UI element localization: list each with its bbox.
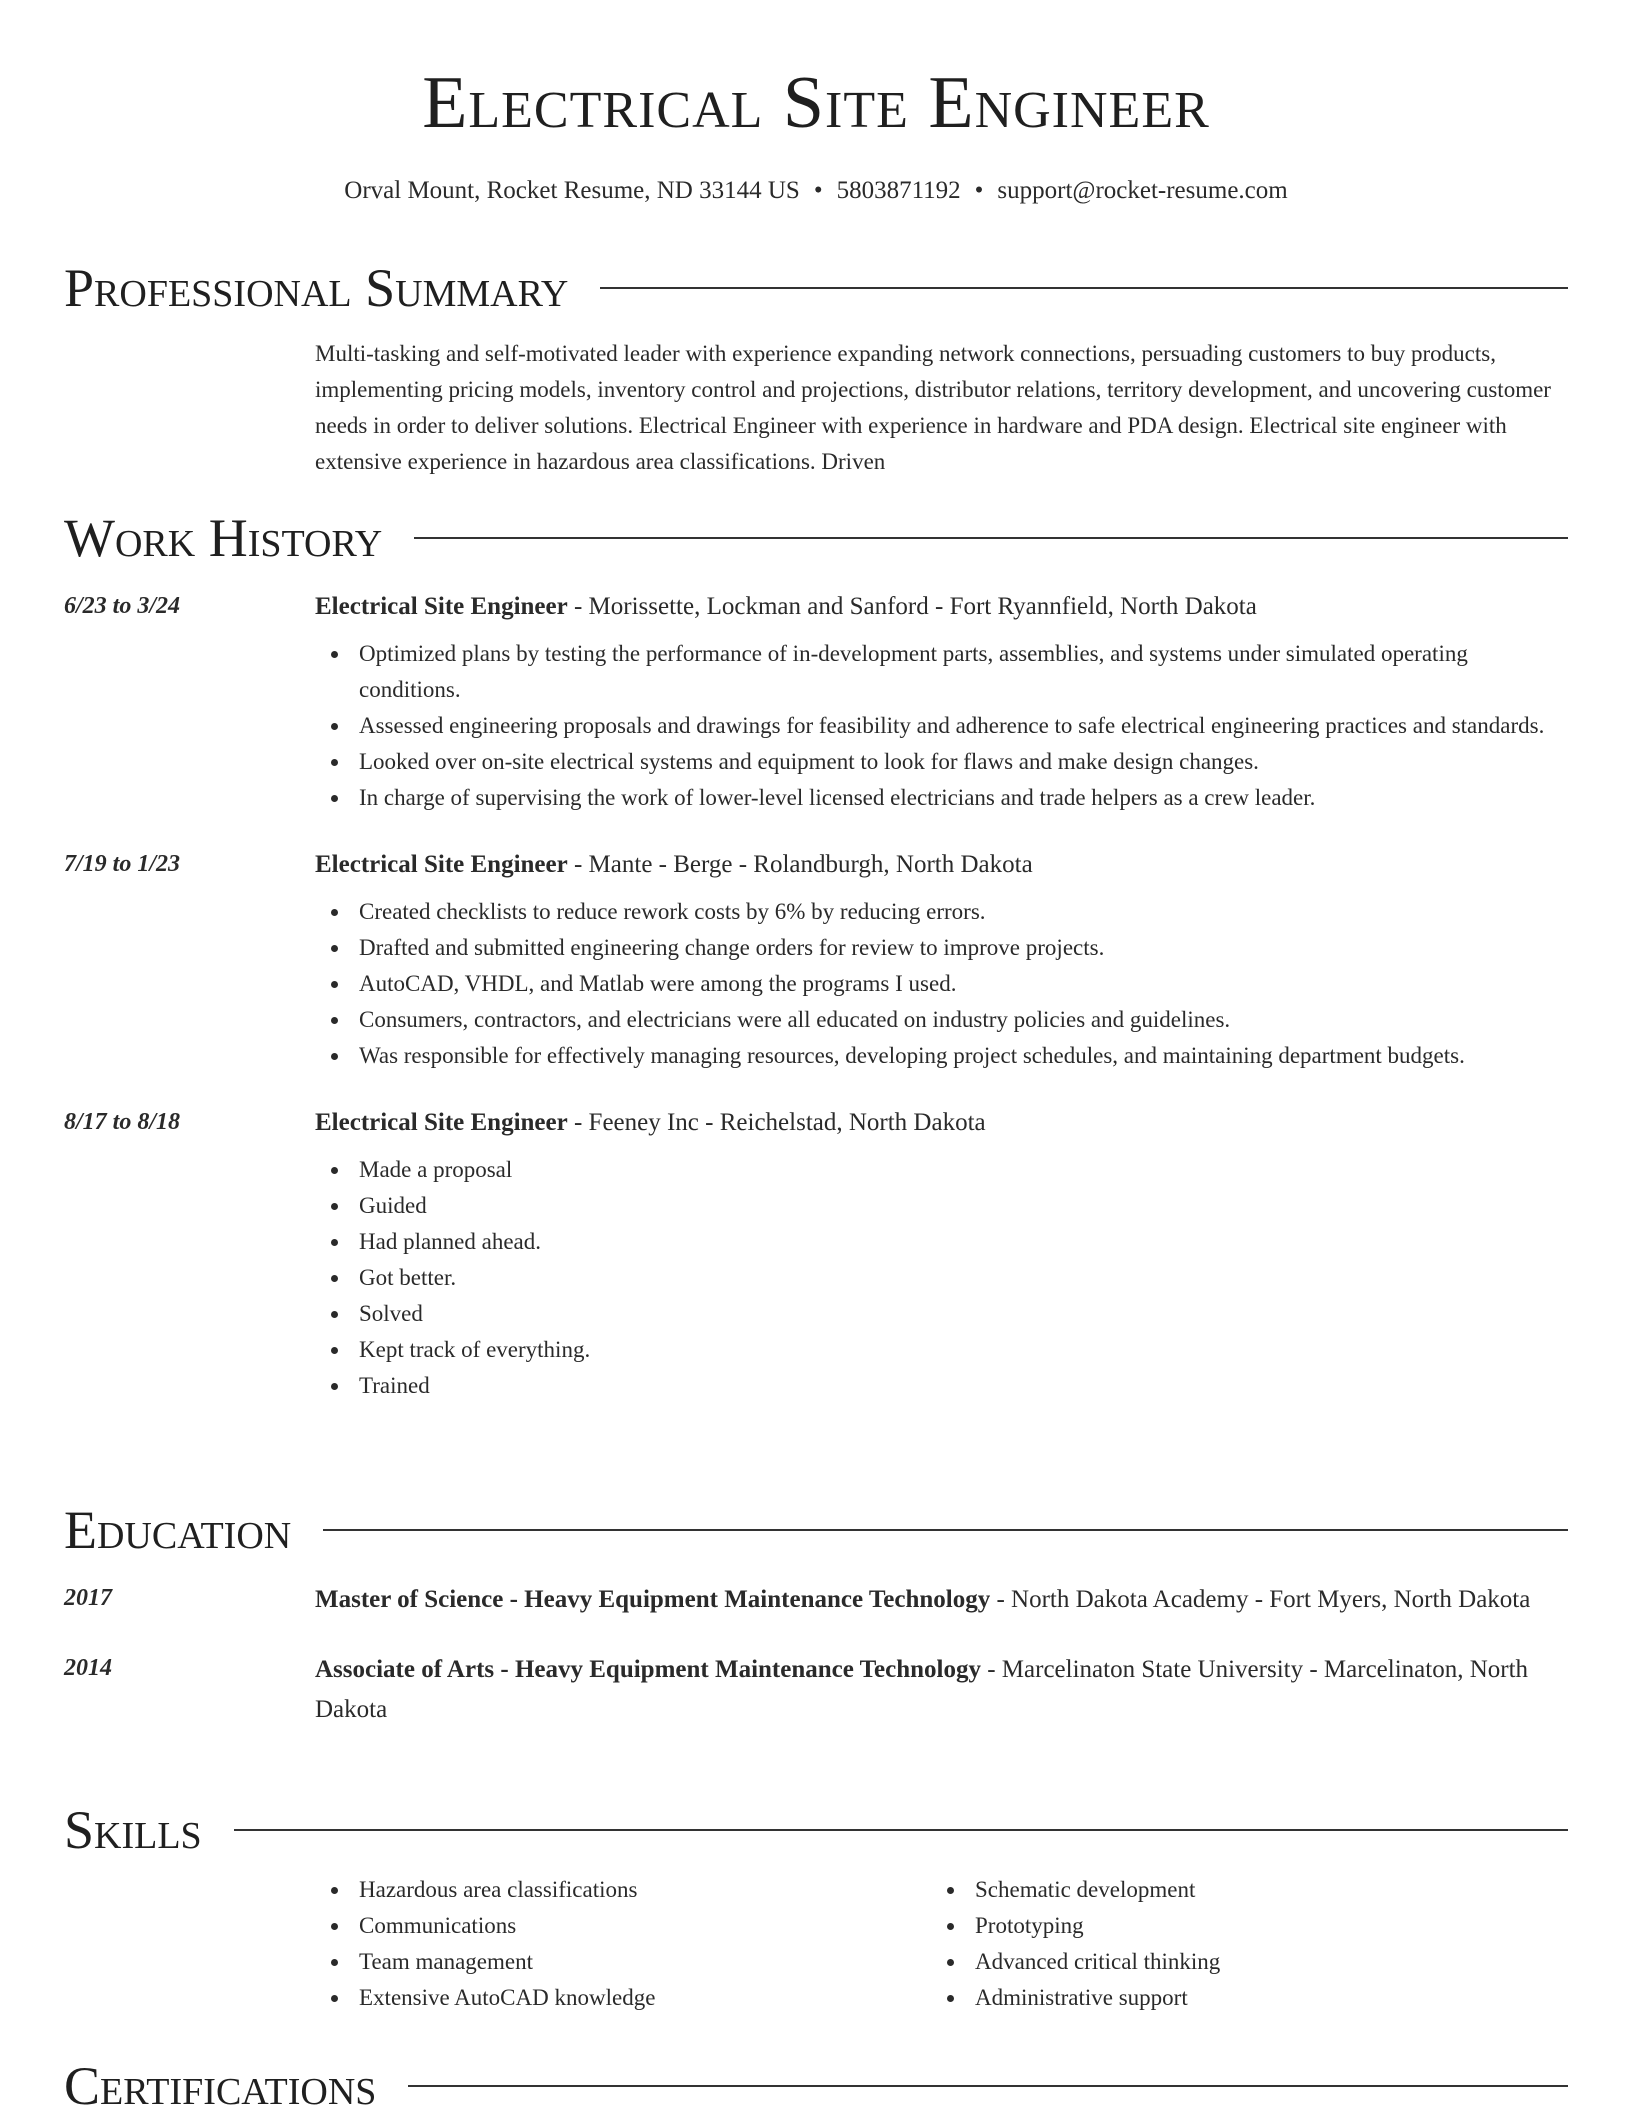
skill-item: Team management: [315, 1944, 931, 1980]
skill-item: Hazardous area classifications: [315, 1872, 931, 1908]
job-bullets: [315, 636, 1568, 816]
section-header: [64, 258, 1568, 318]
degree: Master of Science - Heavy Equipment Maintenance Technology: [315, 1586, 991, 1613]
email: support@rocket-resume.com: [997, 177, 1288, 204]
skill-item: Schematic development: [931, 1872, 1547, 1908]
separator: •: [974, 177, 984, 204]
section-divider: [323, 1529, 1568, 1531]
section-title: Work History: [64, 508, 383, 568]
list-item: Guided: [315, 1188, 1568, 1224]
certifications-section: [64, 2056, 1568, 2112]
job-dates: 7/19 to 1/23: [64, 851, 181, 877]
list-item: Assessed engineering proposals and drawings for feasibility and adherence to safe electrical engineering practices and standards.: [315, 708, 1568, 744]
job-bullets: [315, 894, 1568, 1074]
section-header: [64, 508, 1568, 568]
skill-item: Administrative support: [931, 1980, 1547, 2016]
section-title: Certifications: [64, 2056, 377, 2112]
education-year: 2017: [64, 1585, 112, 1611]
resume-name: Electrical Site Engineer: [422, 62, 1210, 144]
education-entry: [64, 1650, 1568, 1730]
skill-item: Extensive AutoCAD knowledge: [315, 1980, 931, 2016]
job-entry: [64, 846, 1568, 1074]
list-item: AutoCAD, VHDL, and Matlab were among the programs I used.: [315, 966, 1568, 1002]
section-header: [64, 1500, 1568, 1560]
section-divider: [234, 1829, 1568, 1831]
job-dates: 8/17 to 8/18: [64, 1109, 181, 1135]
list-item: Solved: [315, 1296, 1568, 1332]
summary-row: [64, 336, 1568, 480]
job-role: Electrical Site Engineer: [315, 851, 568, 878]
work-history-section: [64, 508, 1568, 1404]
list-item: Optimized plans by testing the performance of in-development parts, assemblies, and systems under simulated operating conditions.: [315, 636, 1568, 708]
list-item: In charge of supervising the work of lower-level licensed electricians and trade helpers as a crew leader.: [315, 780, 1568, 816]
section-header: [64, 2056, 1568, 2112]
list-item: Was responsible for effectively managing resources, developing project schedules, and maintaining department budgets.: [315, 1038, 1568, 1074]
list-item: Trained: [315, 1368, 1568, 1404]
education-section: [64, 1500, 1568, 1730]
job-title-line: [315, 588, 1568, 626]
address: Orval Mount, Rocket Resume, ND 33144 US: [344, 177, 800, 204]
summary-section: [64, 258, 1568, 480]
school-details: - North Dakota Academy - Fort Myers, North Dakota: [990, 1586, 1531, 1613]
list-item: Drafted and submitted engineering change orders for review to improve projects.: [315, 930, 1568, 966]
section-title: Education: [64, 1500, 292, 1560]
section-title: Skills: [64, 1800, 202, 1860]
education-entry: [64, 1580, 1568, 1620]
job-details: - Morissette, Lockman and Sanford - Fort Ryannfield, North Dakota: [567, 593, 1257, 620]
job-role: Electrical Site Engineer: [315, 593, 568, 620]
job-title-line: [315, 846, 1568, 884]
skills-list-left: [315, 1872, 931, 2016]
skills-list-right: [931, 1872, 1547, 2016]
contact-line: [0, 174, 1632, 208]
job-entry: [64, 1104, 1568, 1404]
list-item: Got better.: [315, 1260, 1568, 1296]
list-item: Made a proposal: [315, 1152, 1568, 1188]
list-item: Consumers, contractors, and electricians were all educated on industry policies and guidelines.: [315, 1002, 1568, 1038]
summary-text: Multi-tasking and self-motivated leader with experience expanding network connections, persuading customers to buy products, implementing pricing models, inventory control and projections, distributor relations, territory development, and uncovering customer needs in order to deliver solutions. Electrical Engineer with experience in hardware and PDA design. Electrical site engineer with extensive experience in hazardous area classifications. Driven: [315, 341, 1551, 474]
degree: Associate of Arts - Heavy Equipment Maintenance Technology: [315, 1656, 981, 1683]
job-dates: 6/23 to 3/24: [64, 593, 181, 619]
section-title: Professional Summary: [64, 258, 569, 318]
section-divider: [600, 287, 1568, 289]
job-entry: [64, 588, 1568, 816]
list-item: Looked over on-site electrical systems and equipment to look for flaws and make design changes.: [315, 744, 1568, 780]
skills-section: [64, 1800, 1568, 2016]
list-item: Kept track of everything.: [315, 1332, 1568, 1368]
school-details: - Marcelinaton State University - Marcelinaton, North Dakota: [315, 1656, 1529, 1723]
list-item: Created checklists to reduce rework costs by 6% by reducing errors.: [315, 894, 1568, 930]
job-details: - Mante - Berge - Rolandburgh, North Dakota: [567, 851, 1033, 878]
skill-item: Prototyping: [931, 1908, 1547, 1944]
job-title-line: [315, 1104, 1568, 1142]
job-role: Electrical Site Engineer: [315, 1109, 568, 1136]
phone: 5803871192: [836, 177, 961, 204]
list-item: Had planned ahead.: [315, 1224, 1568, 1260]
section-header: [64, 1800, 1568, 1860]
job-bullets: [315, 1152, 1568, 1404]
skill-item: Communications: [315, 1908, 931, 1944]
education-year: 2014: [64, 1655, 112, 1681]
skill-item: Advanced critical thinking: [931, 1944, 1547, 1980]
section-divider: [408, 2085, 1568, 2087]
section-divider: [414, 537, 1568, 539]
skills-row: [64, 1872, 1568, 2016]
job-details: - Feeney Inc - Reichelstad, North Dakota: [567, 1109, 986, 1136]
separator: •: [813, 177, 823, 204]
